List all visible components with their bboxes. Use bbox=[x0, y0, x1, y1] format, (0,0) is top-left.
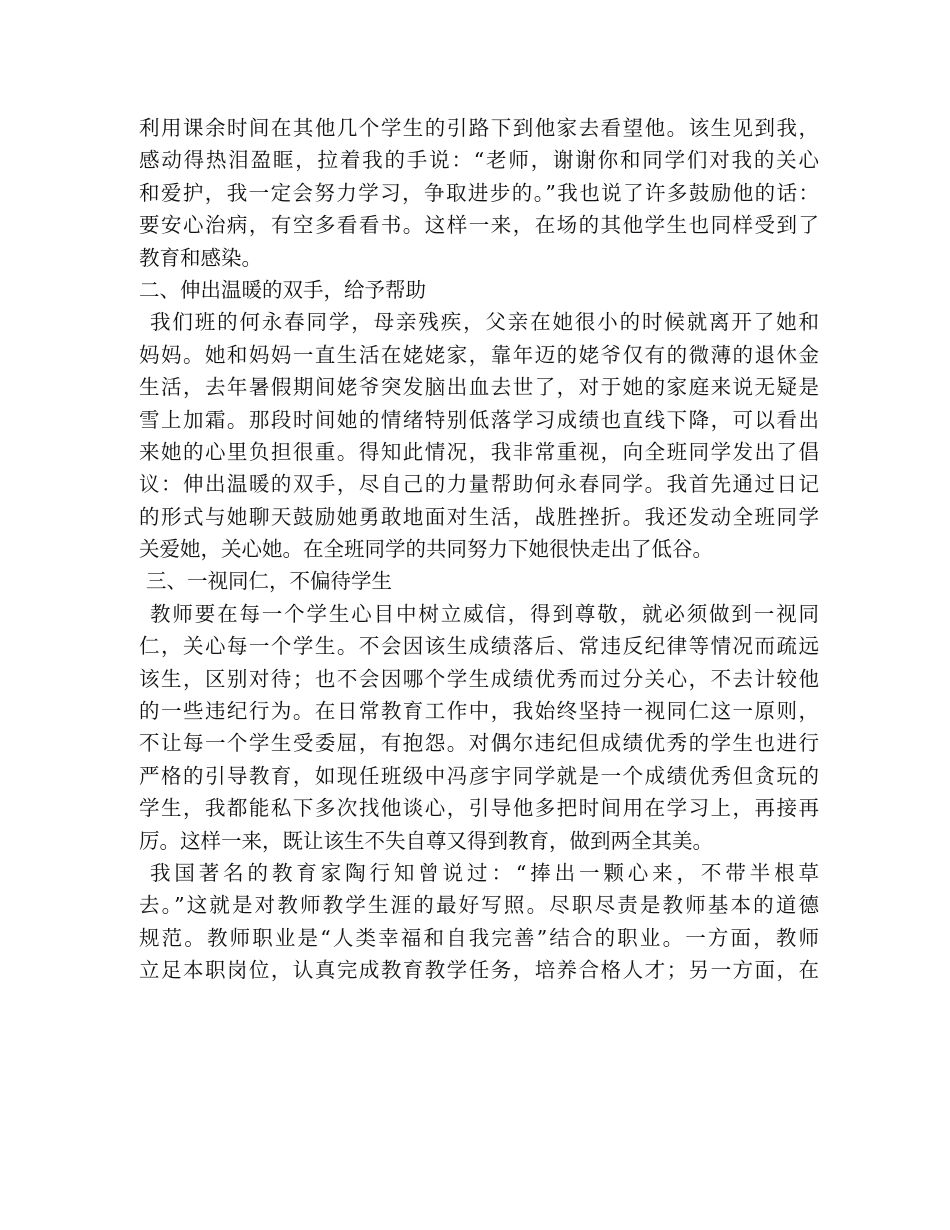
text-line: 规范。教师职业是“人类幸福和自我完善”结合的职业。一方面，教师 bbox=[139, 925, 819, 950]
text-line: 仁，关心每一个学生。不会因该生成绩落后、常违反纪律等情况而疏远 bbox=[139, 634, 819, 659]
text-line: 议：伸出温暖的双手，尽自己的力量帮助何永春同学。我首先通过日记 bbox=[139, 472, 819, 497]
text-line: 教师要在每一个学生心目中树立威信，得到尊敬，就必须做到一视同 bbox=[150, 601, 819, 626]
text-line: 学生，我都能私下多次找他谈心，引导他多把时间用在学习上，再接再 bbox=[139, 796, 819, 821]
text-line: 三、一视同仁，不偏待学生 bbox=[146, 569, 392, 594]
text-line: 雪上加霜。那段时间她的情绪特别低落学习成绩也直线下降，可以看出 bbox=[139, 407, 819, 432]
text-line: 和爱护，我一定会努力学习，争取进步的。”我也说了许多鼓励他的话： bbox=[139, 180, 819, 205]
text-line: 利用课余时间在其他几个学生的引路下到他家去看望他。该生见到我， bbox=[139, 116, 819, 140]
text-line: 二、伸出温暖的双手，给予帮助 bbox=[139, 277, 426, 302]
text-line: 的一些违纪行为。在日常教育工作中，我始终坚持一视同仁这一原则， bbox=[139, 699, 819, 724]
document-body bbox=[139, 112, 819, 987]
text-line: 去。”这就是对教师教学生涯的最好写照。尽职尽责是教师基本的道德 bbox=[139, 893, 819, 918]
text-line: 立足本职岗位，认真完成教育教学任务，培养合格人才；另一方面，在 bbox=[139, 958, 819, 983]
text-line: 该生，区别对待；也不会因哪个学生成绩优秀而过分关心，不去计较他 bbox=[139, 666, 819, 691]
text-line: 关爱她，关心她。在全班同学的共同努力下她很快走出了低谷。 bbox=[139, 537, 713, 562]
text-line: 的形式与她聊天鼓励她勇敢地面对生活，战胜挫折。我还发动全班同学 bbox=[139, 504, 819, 529]
text-line: 我们班的何永春同学，母亲残疾，父亲在她很小的时候就离开了她和 bbox=[150, 310, 819, 335]
text-line: 厉。这样一来，既让该生不失自尊又得到教育，做到两全其美。 bbox=[139, 828, 713, 853]
text-line: 感动得热泪盈眶，拉着我的手说：“老师，谢谢你和同学们对我的关心 bbox=[139, 148, 819, 173]
text-line: 生活，去年暑假期间姥爷突发脑出血去世了，对于她的家庭来说无疑是 bbox=[139, 375, 819, 400]
text-line: 妈妈。她和妈妈一直生活在姥姥家，靠年迈的姥爷仅有的微薄的退休金 bbox=[139, 342, 819, 367]
text-line: 来她的心里负担很重。得知此情况，我非常重视，向全班同学发出了倡 bbox=[139, 439, 819, 464]
text-line: 要安心治病，有空多看看书。这样一来，在场的其他学生也同样受到了 bbox=[139, 213, 819, 238]
text-line: 教育和感染。 bbox=[139, 245, 262, 270]
text-line: 不让每一个学生受委屈，有抱怨。对偶尔违纪但成绩优秀的学生也进行 bbox=[139, 731, 819, 756]
text-line: 我国著名的教育家陶行知曾说过：“捧出一颗心来，不带半根草 bbox=[150, 860, 819, 885]
text-line: 严格的引导教育，如现任班级中冯彦宇同学就是一个成绩优秀但贪玩的 bbox=[139, 763, 819, 788]
